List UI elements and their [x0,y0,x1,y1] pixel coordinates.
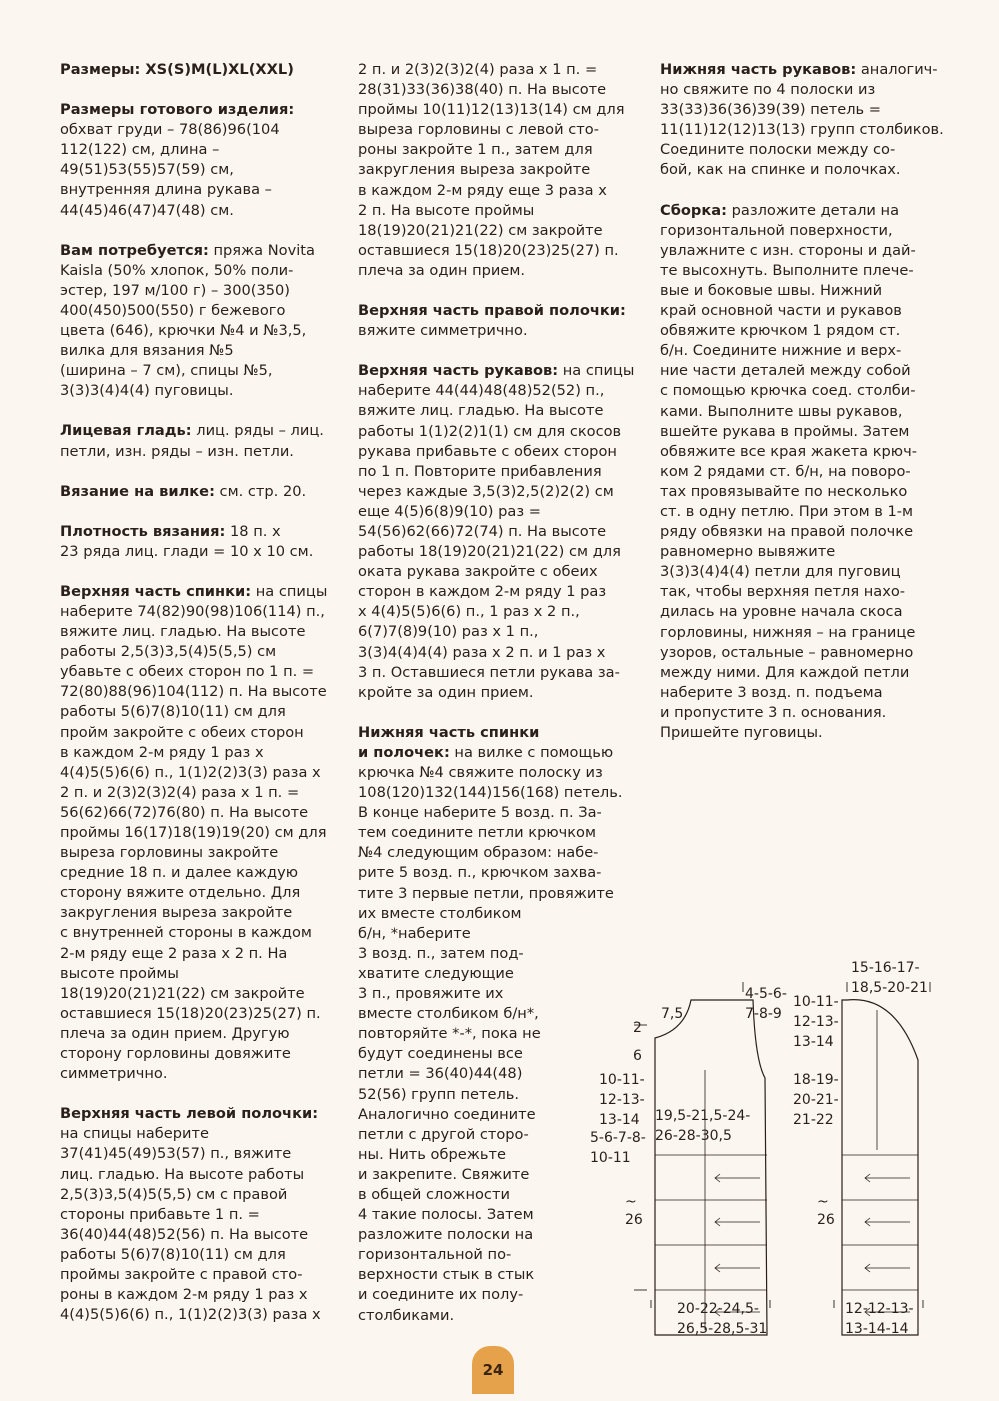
col1-section-1 [60,100,345,221]
section-body: на спицы наберите 74(82)90(98)106(114) п., вяжите лиц. гладью. На высоте работы 2,5(3)3,5(4)5(5,5) см убавьте с обеих сторон по 1 п. = 72(80)88(96)104(112) п. На высоте работы 5(6)7(8)10(11) см для пройм закройте с обеих сторон в каждом 2-м ряду 1 раз х 4(4)5(5)6(6) п., 1(1)2(2)3(3) раза х 2 п. и 2(3)2(3)2(4) раза х 1 п. = 56(62)66(72)76(80) п. На высоте проймы 16(17)18(19)19(20) см для выреза горловины закройте средние 18 п. и далее каждую сторону вяжите отдельно. Для закругления выреза закройте с внутренней стороны в каждом 2-м ряду еще 2 раза х 2 п. На высоте проймы 18(19)20(21)21(22) см закройте оставшиеся 15(18)20(23)25(27) п. плеча за один прием. Другую сторону горловины довяжите симметрично. [60,582,328,1083]
dimension-label: 20-22-24,5- [677,1301,759,1317]
col1-section-7 [60,1104,345,1325]
dimension-label: 10-11- [599,1072,645,1088]
section-body: вяжите симметрично. [358,322,528,340]
col1-section-3 [60,421,345,461]
col1-section-6 [60,582,345,1084]
dimension-label: 26 [817,1212,835,1228]
dimension-label: 12-13- [793,1014,839,1030]
section-heading: Размеры: XS(S)M(L)XL(XXL) [60,61,294,78]
section-body: на спицы наберите 44(44)48(48)52(52) п., вяжите лиц. гладью. На высоте работы 1(1)2(2)1(1) см для скосов рукава прибавьте с обеих сторон по 1 п. Повторите прибавления через каждые 3,5(3)2,5(2)2(2) см еще 4(5)6(8)9(10) раз = 54(56)62(66)72(74) п. На высоте работы 18(19)20(21)21(22) см для оката рукава закройте с обеих сторон в каждом 2-м ряду 1 раз х 4(4)5(5)6(6) п., 1 раз х 2 п., 6(7)7(8)9(10) раз х 1 п., 3(3)4(4)4(4) раза х 2 п. и 1 раз х 3 п. Оставшиеся петли рукава за- кройте за один прием. [358,362,635,701]
col3-section-0 [660,60,950,181]
dimension-label: 18-19- [793,1072,839,1088]
section-body: 2 п. и 2(3)2(3)2(4) раза х 1 п. = 28(31)33(36)38(40) п. На высоте проймы 10(11)12(13)13(14) см для выреза горловины с левой сто- роны закройте 1 п., затем для закругления выреза закройте в каждом 2-м ряду еще 3 раза х 2 п. На высоте проймы 18(19)20(21)21(22) см закройте оставшиеся 15(18)20(23)25(27) п. плеча за один прием. [358,61,625,279]
sleeve-piece [842,1000,918,1335]
pattern-diagram [585,950,955,1345]
dimension-label: 19,5-21,5-24- [655,1108,751,1124]
section-body: на вилке с помощью крючка №4 свяжите полоску из 108(120)132(144)156(168) петель. В конце наберите 5 возд. п. За- тем соедините петли крючком №4 следующим образом: набе- рите 5 возд. п., крючком захва- тите 3 первые петли, провяжите их вместе столбиком б/н, *наберите 3 возд. п., затем под- хватите следующие 3 п., провяжите их вместе столбиком б/н*, повторяйте *-*, пока не будут соединены все петли = 36(40)44(48) 52(56) групп петель. Аналогично соедините петли с другой сторо- ны. Нить обрежьте и закрепите. Свяжите в общей сложности 4 такие полосы. Затем разложите полоски на горизонтальной по- верхности стык в стык и соедините их полу- столбиками. [358,743,623,1324]
page-number: 24 [472,1346,514,1394]
section-heading: Плотность вязания: [60,522,226,540]
dimension-ticks [634,982,930,1308]
section-heading: Размеры готового изделия: [60,101,295,119]
section-heading: Верхняя часть правой полочки: [358,302,626,320]
dimension-label: 26,5-28,5-31 [677,1321,768,1337]
dimension-label: ~ [625,1194,637,1210]
col1-section-5 [60,522,345,562]
dimension-label: 10-11- [793,994,839,1010]
dimension-label: 15-16-17- [851,960,920,976]
section-heading: Нижняя часть спинки и полочек: [358,723,540,761]
dimension-label: 10-11 [590,1150,631,1166]
dimension-label: ~ [817,1194,829,1210]
dimension-label: 5-6-7-8- [590,1130,646,1146]
section-body: разложите детали на горизонтальной поверхности, увлажните с изн. стороны и дай- те высохнуть. Выполните плече- вые и боковые швы. Нижний край основной части и рукавов обвяжите крючком 1 рядом ст. б/н. Соедините нижние и верх- ние части деталей между собой с помощью крючка соед. столби- ками. Выполните швы рукавов, вшейте рукава в проймы. Затем обвяжите все края жакета крюч- ком 2 рядами ст. б/н, на поворо- тах провязывайте по несколько ст. в одну петлю. При этом в 1-м ряду обвязки на правой полочке равномерно вывяжите 3(3)3(4)4(4) петли для пуговиц так, чтобы верхняя петля нахо- дилась на уровне начала скоса горловины, нижняя – на границе узоров, остальные – равномерно между ними. Для каждой петли наберите 3 возд. п. подъема и пропустите 3 п. основания. Пришейте пуговицы. [660,201,917,741]
dimension-label: 12-13- [599,1092,645,1108]
dimension-label: 2 [633,1020,642,1036]
dimension-label: 20-21- [793,1092,839,1108]
dimension-label: 4-5-6- [745,986,787,1002]
body-piece [655,1000,767,1335]
section-heading: Верхняя часть рукавов: [358,362,559,380]
col1-section-2 [60,241,345,402]
section-body: обхват груди – 78(86)96(104 112(122) см, длина – 49(51)53(55)57(59) см, внутренняя длина рукава – 44(45)46(47)47(48) см. [60,121,280,219]
dimension-label: 26-28-30,5 [655,1128,732,1144]
section-heading: Вязание на вилке: [60,482,215,500]
dimension-label: 6 [633,1048,642,1064]
dimension-label: 13-14-14 [845,1321,909,1337]
col3-section-1 [660,201,950,744]
dimension-label: 7-8-9 [745,1006,782,1022]
section-body: аналогич- но свяжите по 4 полоски из 33(33)36(36)39(39) петель = 11(11)12(12)13(13) групп столбиков. Соедините полоски между со- бой, как на спинке и полочках. [660,61,944,179]
text-column-1 [60,60,345,1345]
dimension-label: 26 [625,1212,643,1228]
section-body: 18 п. х 23 ряда лиц. глади = 10 х 10 см. [60,522,314,560]
dimension-label: 12-12-13- [845,1301,914,1317]
section-heading: Верхняя часть левой полочки: [60,1105,319,1123]
section-body: см. стр. 20. [214,482,307,500]
section-heading: Нижняя часть рукавов: [660,61,857,78]
sleeve-outline [842,1000,918,1335]
section-heading: Вам потребуется: [60,241,209,259]
section-heading: Сборка: [660,201,727,219]
section-body: лиц. ряды – лиц. петли, изн. ряды – изн. петли. [60,422,324,460]
dimension-label: 18,5-20-21 [851,980,928,996]
col1-section-0 [60,60,345,80]
col2-section-2 [358,361,648,703]
section-body: пряжа Novita Kaisla (50% хлопок, 50% поли- эстер, 197 м/100 г) – 300(350) 400(450)500(550) г бежевого цвета (646), крючки №4 и №3,5, вилка для вязания №5 (ширина – 7 см), спицы №5, 3(3)3(4)4(4) пуговицы. [60,241,315,400]
col1-section-4 [60,482,345,502]
section-heading: Верхняя часть спинки: [60,582,252,600]
dimension-label: 21-22 [793,1112,834,1128]
col2-section-0 [358,60,648,281]
dimension-label: 7,5 [661,1006,684,1022]
dimension-label: 13-14 [599,1112,640,1128]
text-column-3 [660,60,950,763]
col2-section-1 [358,301,648,341]
section-body: на спицы наберите 37(41)45(49)53(57) п., вяжите лиц. гладью. На высоте работы 2,5(3)3,5(4)5(5,5) см с правой стороны прибавьте 1 п. = 36(40)44(48)52(56) п. На высоте работы 5(6)7(8)10(11) см для проймы закройте с правой сто- роны в каждом 2-м ряду 1 раз х 4(4)5(5)6(6) п., 1(1)2(2)3(3) раза х [60,1125,321,1324]
body-outline [655,1000,767,1335]
dimension-label: 13-14 [793,1034,834,1050]
section-heading: Лицевая гладь: [60,422,192,440]
